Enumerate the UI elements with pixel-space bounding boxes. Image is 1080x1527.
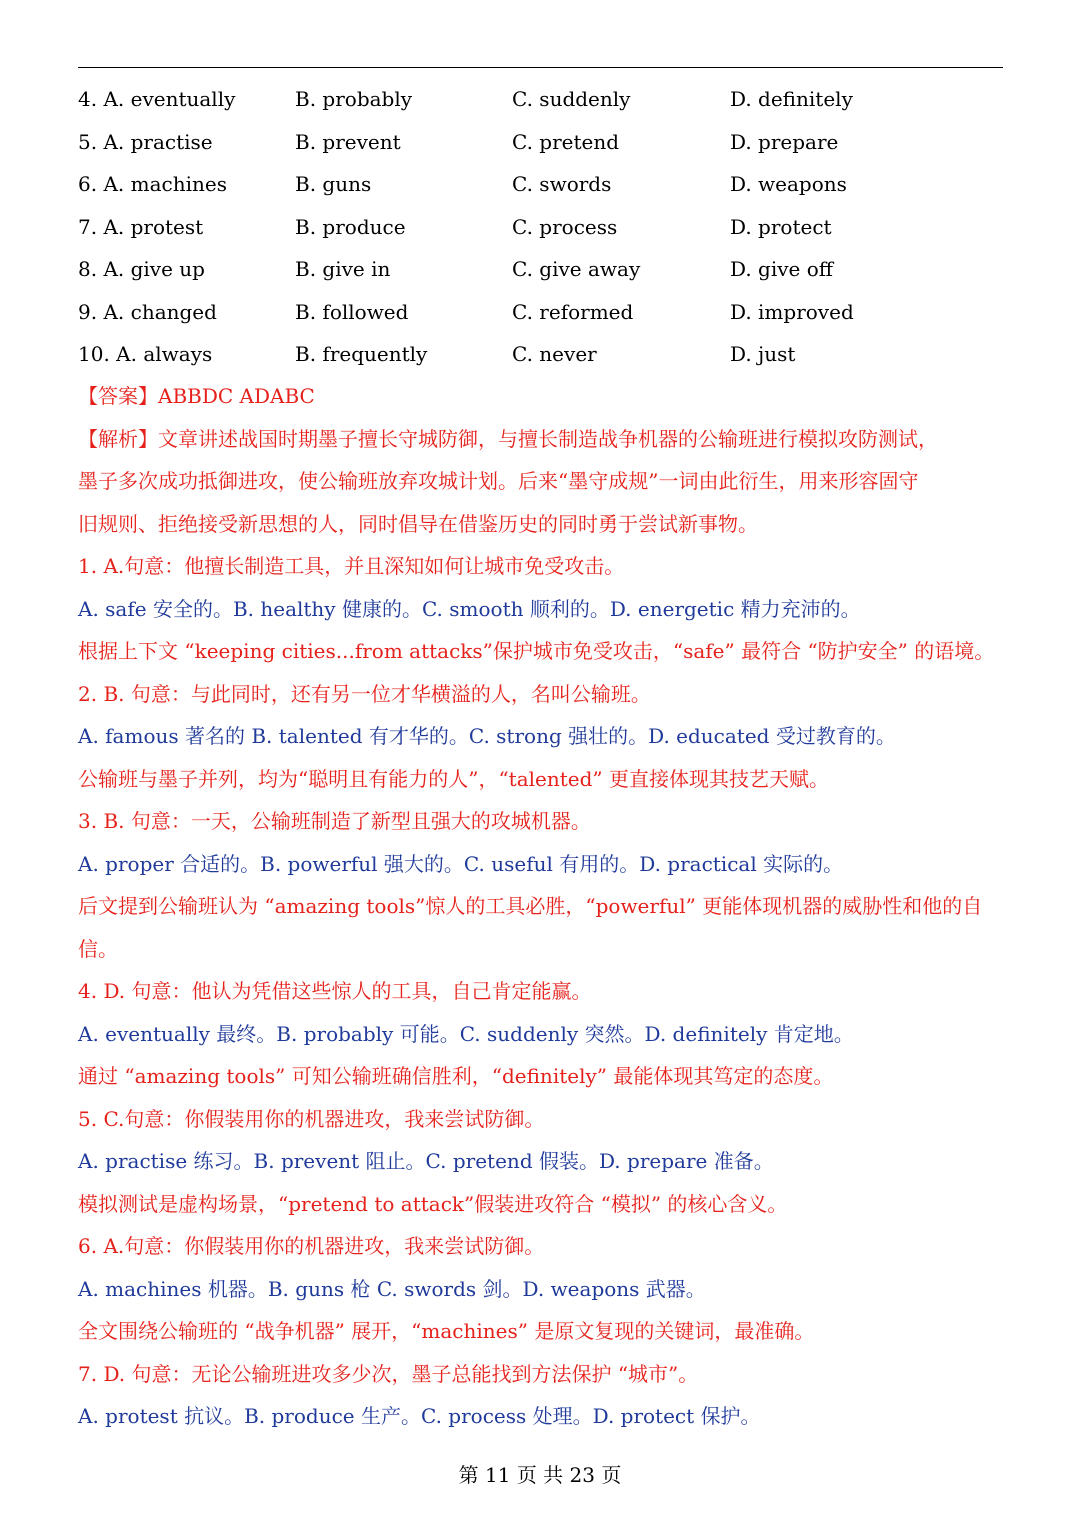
- item-explanation: 公输班与墨子并列，均为“聪明且有能力的人”，“talented” 更直接体现其技艺天赋。: [78, 766, 830, 791]
- option-text: A. protest: [103, 214, 204, 239]
- option-cell: D. weapons: [730, 172, 847, 196]
- question-number: 6.: [78, 172, 98, 196]
- option-cell: D. improved: [730, 299, 854, 324]
- analysis-line: 【解析】文章讲述战国时期墨子擅长守城防御，与擅长制造战争机器的公输班进行模拟攻防测试，: [78, 426, 938, 451]
- option-cell: C. reformed: [512, 299, 634, 324]
- option-cell: D. definitely: [730, 87, 853, 111]
- question-number: 5.: [78, 129, 98, 154]
- option-cell: C. suddenly: [512, 87, 631, 111]
- option-cell: D. protect: [730, 214, 832, 239]
- header-rule: [78, 67, 1003, 68]
- option-cell: [78, 254, 205, 284]
- option-row: [78, 84, 1008, 114]
- item-question: 4. D. 句意：他认为凭借这些惊人的工具，自己肯定能赢。: [78, 979, 592, 1003]
- analysis-line: 墨子多次成功抵御进攻，使公输班放弃攻城计划。后来“墨守成规”一词由此衍生，用来形容固守: [78, 469, 919, 493]
- question-number: 7.: [78, 214, 98, 239]
- question-number: 9.: [78, 299, 98, 324]
- option-row: [78, 212, 1008, 242]
- item-options: A. practise 练习。B. prevent 阻止。C. pretend 假装。D. prepare 准备。: [78, 1149, 774, 1173]
- option-text: A. give up: [103, 257, 205, 281]
- item-options: A. proper 合适的。B. powerful 强大的。C. useful 有用的。D. practical 实际的。: [78, 851, 844, 876]
- option-cell: B. probably: [295, 87, 413, 111]
- option-text: A. eventually: [103, 87, 236, 111]
- answer-line: 【答案】ABBDC ADABC: [78, 384, 315, 408]
- item-question: 5. C.句意：你假装用你的机器进攻，我来尝试防御。: [78, 1106, 545, 1131]
- option-row: [78, 297, 1008, 327]
- question-number: 10.: [78, 342, 110, 366]
- option-cell: B. followed: [295, 299, 409, 324]
- option-text: A. changed: [103, 299, 217, 324]
- option-cell: [78, 212, 203, 242]
- option-cell: [78, 169, 227, 199]
- option-row: [78, 339, 1008, 369]
- option-cell: B. guns: [295, 172, 372, 196]
- option-cell: C. never: [512, 342, 597, 366]
- option-cell: B. produce: [295, 214, 406, 239]
- option-cell: C. pretend: [512, 129, 620, 154]
- option-cell: D. prepare: [730, 129, 839, 154]
- page-footer: 第 11 页 共 23 页: [458, 1463, 622, 1487]
- option-row: [78, 169, 1008, 199]
- item-options: A. famous 著名的 B. talented 有才华的。C. strong 强壮的。D. educated 受过教育的。: [78, 724, 896, 748]
- item-explanation: 通过 “amazing tools” 可知公输班确信胜利，“definitely” 最能体现其笃定的态度。: [78, 1064, 834, 1088]
- item-explanation: 信。: [78, 936, 118, 961]
- option-text: A. practise: [103, 129, 213, 154]
- option-cell: D. give off: [730, 257, 833, 281]
- option-cell: [78, 339, 212, 369]
- option-row: [78, 254, 1008, 284]
- item-options: A. safe 安全的。B. healthy 健康的。C. smooth 顺利的。D. energetic 精力充沛的。: [78, 596, 861, 621]
- item-question: 2. B. 句意：与此同时，还有另一位才华横溢的人，名叫公输班。: [78, 681, 651, 706]
- question-number: 8.: [78, 257, 98, 281]
- option-cell: B. prevent: [295, 129, 401, 154]
- option-text: A. machines: [103, 172, 227, 196]
- option-text: A. always: [116, 342, 213, 366]
- analysis-line: 旧规则、拒绝接受新思想的人，同时倡导在借鉴历史的同时勇于尝试新事物。: [78, 511, 758, 536]
- item-question: 6. A.句意：你假装用你的机器进攻，我来尝试防御。: [78, 1234, 545, 1258]
- item-options: A. protest 抗议。B. produce 生产。C. process 处理。D. protect 保护。: [78, 1404, 761, 1428]
- option-cell: D. just: [730, 342, 796, 366]
- item-explanation: 后文提到公输班认为 “amazing tools”惊人的工具必胜，“powerful” 更能体现机器的威胁性和他的自: [78, 894, 983, 918]
- option-cell: [78, 127, 213, 157]
- item-options: A. eventually 最终。B. probably 可能。C. suddenly 突然。D. definitely 肯定地。: [78, 1021, 854, 1046]
- item-question: 3. B. 句意：一天，公输班制造了新型且强大的攻城机器。: [78, 809, 591, 833]
- item-question: 7. D. 句意：无论公输班进攻多少次，墨子总能找到方法保护 “城市”。: [78, 1361, 699, 1386]
- option-cell: B. give in: [295, 257, 391, 281]
- item-explanation: 全文围绕公输班的 “战争机器” 展开，“machines” 是原文复现的关键词，最准确。: [78, 1319, 815, 1343]
- item-explanation: 根据上下文 “keeping cities...from attacks”保护城市免受攻击，“safe” 最符合 “防护安全” 的语境。: [78, 639, 995, 663]
- item-question: 1. A.句意：他擅长制造工具，并且深知如何让城市免受攻击。: [78, 554, 625, 578]
- question-number: 4.: [78, 87, 98, 111]
- option-cell: C. swords: [512, 172, 612, 196]
- option-cell: C. give away: [512, 257, 641, 281]
- option-cell: [78, 297, 217, 327]
- item-options: A. machines 机器。B. guns 枪 C. swords 剑。D. weapons 武器。: [78, 1276, 706, 1301]
- option-cell: [78, 84, 235, 114]
- option-cell: B. frequently: [295, 342, 428, 366]
- option-cell: C. process: [512, 214, 618, 239]
- item-explanation: 模拟测试是虚构场景，“pretend to attack”假装进攻符合 “模拟” 的核心含义。: [78, 1191, 788, 1216]
- option-row: [78, 127, 1008, 157]
